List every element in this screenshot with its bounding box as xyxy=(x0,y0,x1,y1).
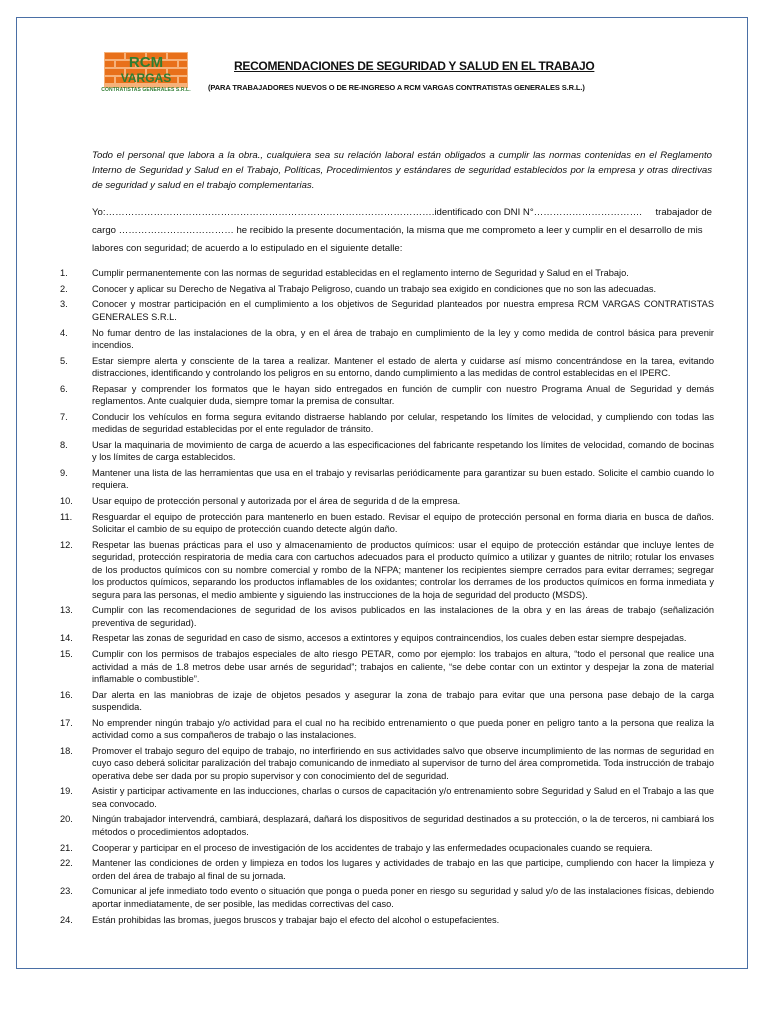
rule-text: Conocer y mostrar participación en el cumplimiento a los objetivos de Seguridad planteados por nuestra empresa RCM VARGAS CONTRATISTAS GENERALES S.R.L. xyxy=(92,299,714,322)
cargo-field[interactable]: cargo ……………………………… he recibido la presente documentación, la misma que me comprometo a leer y cumplir en el desarrollo de mis xyxy=(92,225,703,236)
rule-number: 2. xyxy=(60,283,68,294)
rule-item xyxy=(60,283,714,295)
rule-number: 20. xyxy=(60,814,73,825)
rule-number: 12. xyxy=(60,539,73,550)
rule-number: 9. xyxy=(60,468,68,479)
rule-text: No emprender ningún trabajo y/o actividad para el cual no ha recibido entrenamiento o que pueda poner en peligro tanto a la persona que realiza la actividad como a sus compañeros de trabajo o las instalaciones. xyxy=(92,717,714,741)
rule-text: Conocer y aplicar su Derecho de Negativa al Trabajo Peligroso, cuando un trabajo sea exigido en condiciones que no son las adecuadas. xyxy=(92,283,657,294)
rule-number: 15. xyxy=(60,649,73,660)
rule-number: 7. xyxy=(60,411,68,422)
rule-text: Están prohibidas las bromas, juegos bruscos y trabajar bajo el efecto del alcohol o estupefacientes. xyxy=(92,914,500,925)
logo-subtitle: CONTRATISTAS GENERALES S.R.L. xyxy=(101,87,191,93)
rule-item xyxy=(60,914,714,926)
rule-item xyxy=(60,648,714,685)
rule-text: Cumplir con los permisos de trabajos especiales de alto riesgo PETAR, como por ejemplo: los trabajos en altura, “todo el personal que realice una actividad a más de 1.8 metros debe usar arnés de seguridad”; trabajos en caliente, “se debe contar con un extintor y despejar la zona de material inflamable o combustible”. xyxy=(92,649,714,684)
rule-number: 8. xyxy=(60,439,68,450)
rule-number: 13. xyxy=(60,605,73,616)
declaration-text: trabajador de xyxy=(655,207,712,218)
rule-text: Usar equipo de protección personal y autorizada por el área de segurida d de la empresa. xyxy=(92,496,461,507)
declaration-line: labores con seguridad; de acuerdo a lo estipulado en el siguiente detalle: xyxy=(92,243,403,254)
rule-number: 16. xyxy=(60,689,73,700)
rule-text: Asistir y participar activamente en las inducciones, charlas o cursos de capacitación y/o entrenamiento sobre Seguridad y Salud en el Trabajo a las que sea convocado. xyxy=(92,786,714,809)
rule-item xyxy=(60,539,714,601)
rule-text: Cumplir permanentemente con las normas de seguridad establecidas en el reglamento interno de Seguridad y Salud en el Trabajo. xyxy=(92,268,629,278)
rule-number: 14. xyxy=(60,633,73,644)
rule-item xyxy=(60,785,714,810)
declaration-line xyxy=(92,204,712,222)
document-subtitle: (PARA TRABAJADORES NUEVOS O DE RE-INGRESO A RCM VARGAS CONTRATISTAS GENERALES S.R.L.) xyxy=(208,83,585,92)
rule-number: 4. xyxy=(60,327,68,338)
rule-text: No fumar dentro de las instalaciones de la obra, y en el área de trabajo en cumplimiento de la ley y como medida de control básica para prevenir incendios. xyxy=(92,327,714,350)
rule-text: Ningún trabajador intervendrá, cambiará, desplazará, dañará los dispositivos de seguridad destinados a su protección, o la de terceros, ni cambiará los métodos o procedimientos adoptados. xyxy=(92,814,714,837)
rule-item xyxy=(60,495,714,507)
rule-item xyxy=(60,298,714,323)
svg-text:RCM: RCM xyxy=(128,54,164,71)
rule-item xyxy=(60,857,714,882)
rule-number: 6. xyxy=(60,383,68,394)
rule-text: Promover el trabajo seguro del equipo de trabajo, no interfiriendo en sus actividades salvo que observe incumplimiento de las normas de seguridad en cuyo caso deberá solicitar paralización del trabajo comunicando de inmediato al supervisor de turno del área comprometida. Toda instrucción de trabajo operativa debe ser dada por su propio supervisor y con conocimiento del de seguridad. xyxy=(92,745,714,781)
rules-list xyxy=(60,267,714,929)
rule-item xyxy=(60,411,714,436)
rule-number: 22. xyxy=(60,858,73,869)
rule-text: Cumplir con las recomendaciones de seguridad de los avisos publicados en las instalaciones de la obra y en las áreas de trabajo (señalización preventiva de seguridad). xyxy=(92,605,714,628)
name-id-field[interactable]: Yo:………………………………………………………………………………………….identificado con DNI N°……………………………. xyxy=(92,207,642,218)
declaration-block xyxy=(92,204,712,258)
rule-item xyxy=(60,813,714,838)
rule-item xyxy=(60,717,714,742)
rule-item xyxy=(60,467,714,492)
rule-number: 10. xyxy=(60,496,73,507)
rule-number: 17. xyxy=(60,717,73,728)
rule-item xyxy=(60,604,714,629)
rule-item xyxy=(60,689,714,714)
rule-number: 18. xyxy=(60,745,73,756)
rule-text: Resguardar el equipo de protección para mantenerlo en buen estado. Revisar el equipo de protección personal en forma diaria en busca de daños. Solicitar el cambio de su equipo de protección cuando detecte algún daño. xyxy=(92,511,714,535)
document-title: RECOMENDACIONES DE SEGURIDAD Y SALUD EN EL TRABAJO xyxy=(234,59,595,73)
rule-item xyxy=(60,355,714,380)
rule-text: Repasar y comprender los formatos que le hayan sido entregados en función de cumplir con nuestro Programa Anual de Seguridad y demás reglamentos. Ante cualquier duda, siempre tomar la premisa de consultar. xyxy=(92,383,714,407)
rule-item xyxy=(60,383,714,408)
rule-item xyxy=(60,511,714,536)
rule-number: 24. xyxy=(60,914,73,925)
rule-text: Usar la maquinaria de movimiento de carga de acuerdo a las especificaciones del fabricante respetando los límites de velocidad, comando de bocinas y los límites de carga establecidos. xyxy=(92,439,714,463)
rule-item xyxy=(60,327,714,352)
rule-item xyxy=(60,745,714,782)
rule-item xyxy=(60,439,714,464)
rule-number: 1. xyxy=(60,268,68,278)
declaration-line xyxy=(92,222,712,240)
rule-text: Conducir los vehículos en forma segura evitando distraerse hablando por celular, respetando los límites de velocidad, y cumpliendo con todas las medidas de seguridad establecidas por el ente regulador de tránsito. xyxy=(92,411,714,435)
rule-number: 3. xyxy=(60,299,68,310)
rule-item xyxy=(60,267,714,279)
rule-text: Mantener una lista de las herramientas que usa en el trabajo y revisarlas periódicamente para garantizar su buen estado. Solicite el cambio cuando lo requiera. xyxy=(92,468,714,491)
rule-text: Comunicar al jefe inmediato todo evento o situación que ponga o pueda poner en riesgo su seguridad y salud y/o de las instalaciones físicas, debiendo aportar inmediatamente, de ser posible, las medidas correctivas del caso. xyxy=(92,886,714,909)
rule-text: Cooperar y participar en el proceso de investigación de los accidentes de trabajo y las enfermedades ocupacionales cuando se requiera. xyxy=(92,842,653,853)
rule-text: Dar alerta en las maniobras de izaje de objetos pesados y asegurar la zona de trabajo para evitar que una persona pase debajo de la carga suspendida. xyxy=(92,689,714,713)
rule-text: Estar siempre alerta y consciente de la tarea a realizar. Mantener el estado de alerta y cuidarse así mismo concentrándose en la tarea, evitando distracciones, identificando y controlando los peligros en su entorno, dando cumplimiento a las medidas de control establecidas en el IPERC. xyxy=(92,355,714,379)
rule-text: Mantener las condiciones de orden y limpieza en todos los lugares y actividades de trabajo en las que participe, cumpliendo con hacer la limpieza y orden del área de trabajo al final de su jornada. xyxy=(92,858,714,881)
svg-text:VARGAS: VARGAS xyxy=(120,71,172,85)
rule-number: 23. xyxy=(60,886,73,897)
rule-number: 11. xyxy=(60,511,73,522)
rule-number: 5. xyxy=(60,355,68,366)
rule-number: 19. xyxy=(60,786,73,797)
rule-text: Respetar las zonas de seguridad en caso de sismo, accesos a extintores y equipos contraincendios, los cuales deben estar siempre despejadas. xyxy=(92,633,687,644)
intro-paragraph: Todo el personal que labora a la obra., cualquiera sea su relación laboral están obligados a cumplir las normas contenidas en el Reglamento Interno de Seguridad y Salud en el Trabajo, Políticas, Procedimientos y estándares de seguridad establecidos por la empresa y otras directivas de seguridad y salud en el trabajo complementarias. xyxy=(92,150,712,191)
rule-item xyxy=(60,632,714,644)
rule-item xyxy=(60,885,714,910)
rule-number: 21. xyxy=(60,842,73,853)
rule-item xyxy=(60,842,714,854)
rule-text: Respetar las buenas prácticas para el uso y almacenamiento de productos químicos: usar el equipo de protección estándar que incluye lentes de seguridad, protección respiratoria de media cara con cartuchos adecuados para el producto químico a utilizar y guantes de nitrilo; rotular los envases de los productos químicos con su nombre comercial y rombo de la NFPA; mantener los recipientes siempre cerrados para evitar derrames; segregar los productos químicos, separando los productos inflamables de los oxidantes; controlar los derrames de los productos químicos en forma inmediata y segura para las personas, el medio ambiente y siguiendo las instrucciones de la hoja de seguridad del producto (MSDS). xyxy=(92,539,714,600)
